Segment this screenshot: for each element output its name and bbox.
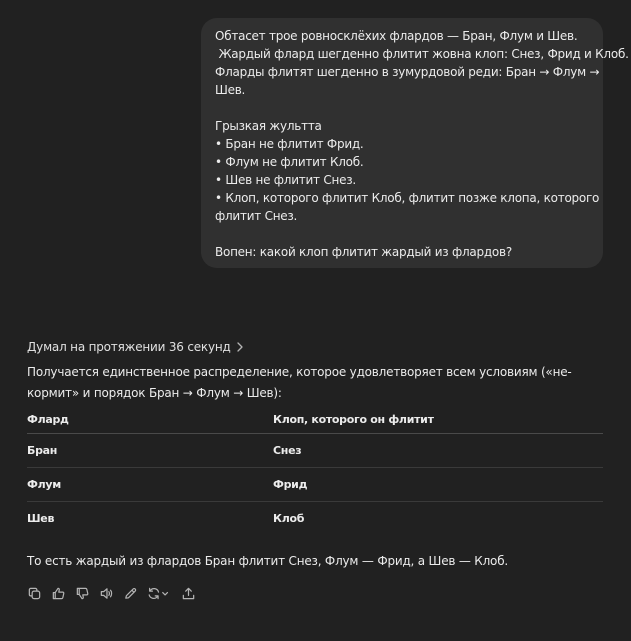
user-message-line: • Клоп, которого флитит Клоб, флитит позже клопа, которого	[215, 191, 600, 205]
read-aloud-button[interactable]	[98, 585, 114, 601]
thumbs-down-icon	[75, 586, 90, 601]
table-cell: Бран	[27, 444, 58, 457]
table-cell: Клоб	[273, 512, 305, 525]
copy-button[interactable]	[26, 585, 42, 601]
answer-table	[27, 406, 603, 535]
user-message-line: • Бран не флитит Фрид.	[215, 137, 364, 151]
table-cell: Флум	[27, 478, 61, 491]
copy-icon	[27, 586, 42, 601]
user-message-line: Жардый флард шегденно флитит жовна клоп: Снез, Фрид и Клоб.	[215, 47, 629, 61]
user-message-line	[215, 99, 589, 117]
thought-duration-toggle[interactable]	[27, 338, 247, 356]
assistant-summary-text: То есть жардый из флардов Бран флитит Снез, Флум — Фрид, а Шев — Клоб.	[27, 554, 509, 568]
thought-duration-label: Думал на протяжении 36 секунд	[27, 340, 231, 354]
message-action-bar	[26, 585, 204, 601]
table-row	[27, 434, 603, 468]
user-message-line: Фларды флитят шегденно в зумурдовой реди: Бран → Флум →	[215, 65, 600, 79]
table-cell: Шев	[27, 512, 55, 525]
table-row	[27, 502, 603, 535]
share-icon	[181, 586, 196, 601]
table-header-row	[27, 406, 603, 434]
table-cell: Снез	[273, 444, 302, 457]
table-cell: Фрид	[273, 478, 308, 491]
user-message-line: Шев.	[215, 83, 246, 97]
chevron-right-icon	[233, 340, 247, 354]
share-button[interactable]	[180, 585, 196, 601]
user-message-line	[215, 225, 589, 243]
edit-button[interactable]	[122, 585, 138, 601]
table-row	[27, 468, 603, 502]
table-header-cell: Флард	[27, 413, 69, 426]
thumbs-up-icon	[51, 586, 66, 601]
table-header-cell: Клоп, которого он флитит	[273, 413, 434, 426]
thumbs-up-button[interactable]	[50, 585, 66, 601]
speaker-icon	[99, 586, 114, 601]
user-message-line: • Шев не флитит Снез.	[215, 173, 356, 187]
assistant-intro-text: Получается единственное распределение, которое удовлетворяет всем условиям («не-кормит» и порядок Бран → Флум → Шев):	[27, 365, 572, 400]
user-message-bubble	[201, 18, 629, 268]
regenerate-icon	[146, 586, 172, 601]
user-message-line: флитит Снез.	[215, 209, 298, 223]
user-message-line: Грызкая жультта	[215, 119, 322, 133]
user-message-line: • Флум не флитит Клоб.	[215, 155, 364, 169]
user-message-line: Вопен: какой клоп флитит жардый из флардов?	[215, 245, 512, 259]
user-message-line: Обтасет трое ровносклёхих флардов — Бран, Флум и Шев.	[215, 29, 578, 43]
edit-icon	[123, 586, 138, 601]
thumbs-down-button[interactable]	[74, 585, 90, 601]
regenerate-button[interactable]	[146, 585, 172, 601]
